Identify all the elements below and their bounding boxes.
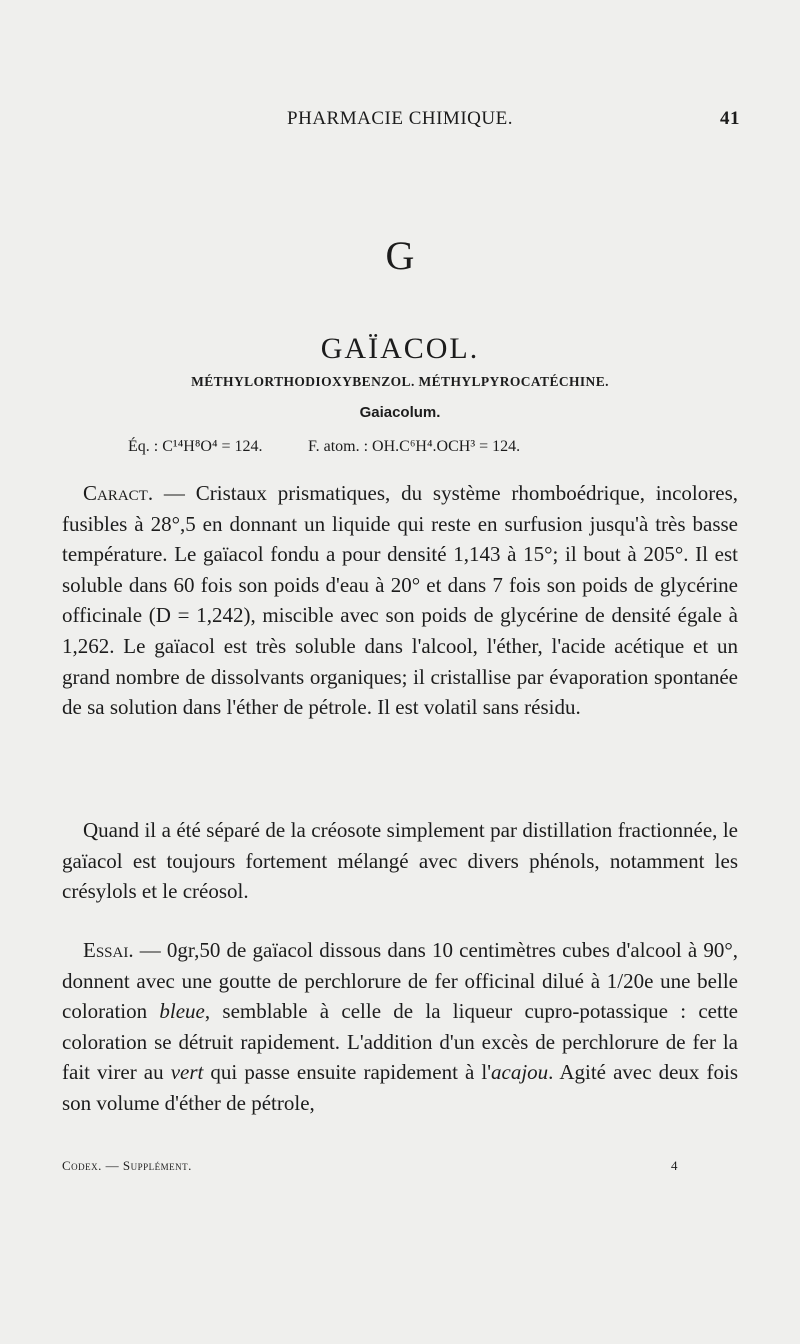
caract-label: Caract.: [83, 481, 154, 505]
caract-text: — Cristaux prismatiques, du système rhomboédrique, incolores, fusibles à 28°,5 en donnant un liquide qui reste en surfusion jusqu'à très basse température. Le gaïacol fondu a pour densité 1,143 à 15°; il bout à 205°. Il est soluble dans 60 fois son poids d'eau à 20° et dans 7 fois son poids de glycérine officinale (D = 1,242), miscible avec son poids de glycérine de densité égale à 1,262. Le gaïacol est très soluble dans l'alcool, l'éther, l'acide acétique et un grand nombre de dissolvants organiques; il cristallise par évaporation spontanée de sa solution dans l'éther de pétrole. Il est volatil sans résidu.: [62, 481, 738, 720]
atomic-formula: F. atom. : OH.C⁶H⁴.OCH³ = 124.: [308, 438, 521, 455]
latin-name: Gaiacolum.: [359, 404, 441, 421]
essai-bleue: bleue: [159, 999, 205, 1024]
equivalent-formula: Éq. : C¹⁴H⁸O⁴ = 124.: [128, 438, 263, 455]
essai-text-1: — 0gr,50 de gaïacol dissous dans 10 centimètres cubes d'alcool à 90°, donnent avec une goutte de perchlorure de fer officinal dilué à 1/20e une belle coloration: [62, 938, 738, 1024]
page-footer: [62, 1158, 738, 1178]
running-title: PHARMACIE CHIMIQUE.: [287, 108, 513, 129]
essai-text-4: . Agité avec deux fois son volume d'éther de pétrole,: [62, 1060, 739, 1115]
essai-vert: vert: [170, 1060, 204, 1085]
paragraph-quand: [62, 815, 738, 907]
page-header: [60, 108, 740, 138]
essai-acajou: acajou: [491, 1060, 549, 1085]
synonyms: MÉTHYLORTHODIOXYBENZOL. MÉTHYLPYROCATÉCHINE.: [191, 374, 609, 389]
footer-codex: Codex. — Supplément.: [62, 1158, 192, 1173]
article-title: GAÏACOL.: [320, 332, 480, 365]
paragraph-essai: [62, 935, 738, 1119]
page-number: 41: [720, 108, 740, 129]
footer-signature: 4: [671, 1158, 678, 1173]
section-letter: G: [385, 233, 415, 278]
essai-label: Essai.: [83, 938, 134, 962]
essai-text-2: , semblable à celle de la liqueur cupro-potassique : cette coloration se détruit rapidement. L'addition d'un excès de perchlorure de fer la fait virer au: [62, 999, 738, 1085]
paragraph-caracteres: [62, 478, 738, 723]
quand-text: Quand il a été séparé de la créosote simplement par distillation fractionnée, le gaïacol est toujours fortement mélangé avec divers phénols, notamment les crésylols et le créosol.: [62, 818, 738, 904]
essai-text-3: qui passe ensuite rapidement à l': [203, 1060, 492, 1085]
